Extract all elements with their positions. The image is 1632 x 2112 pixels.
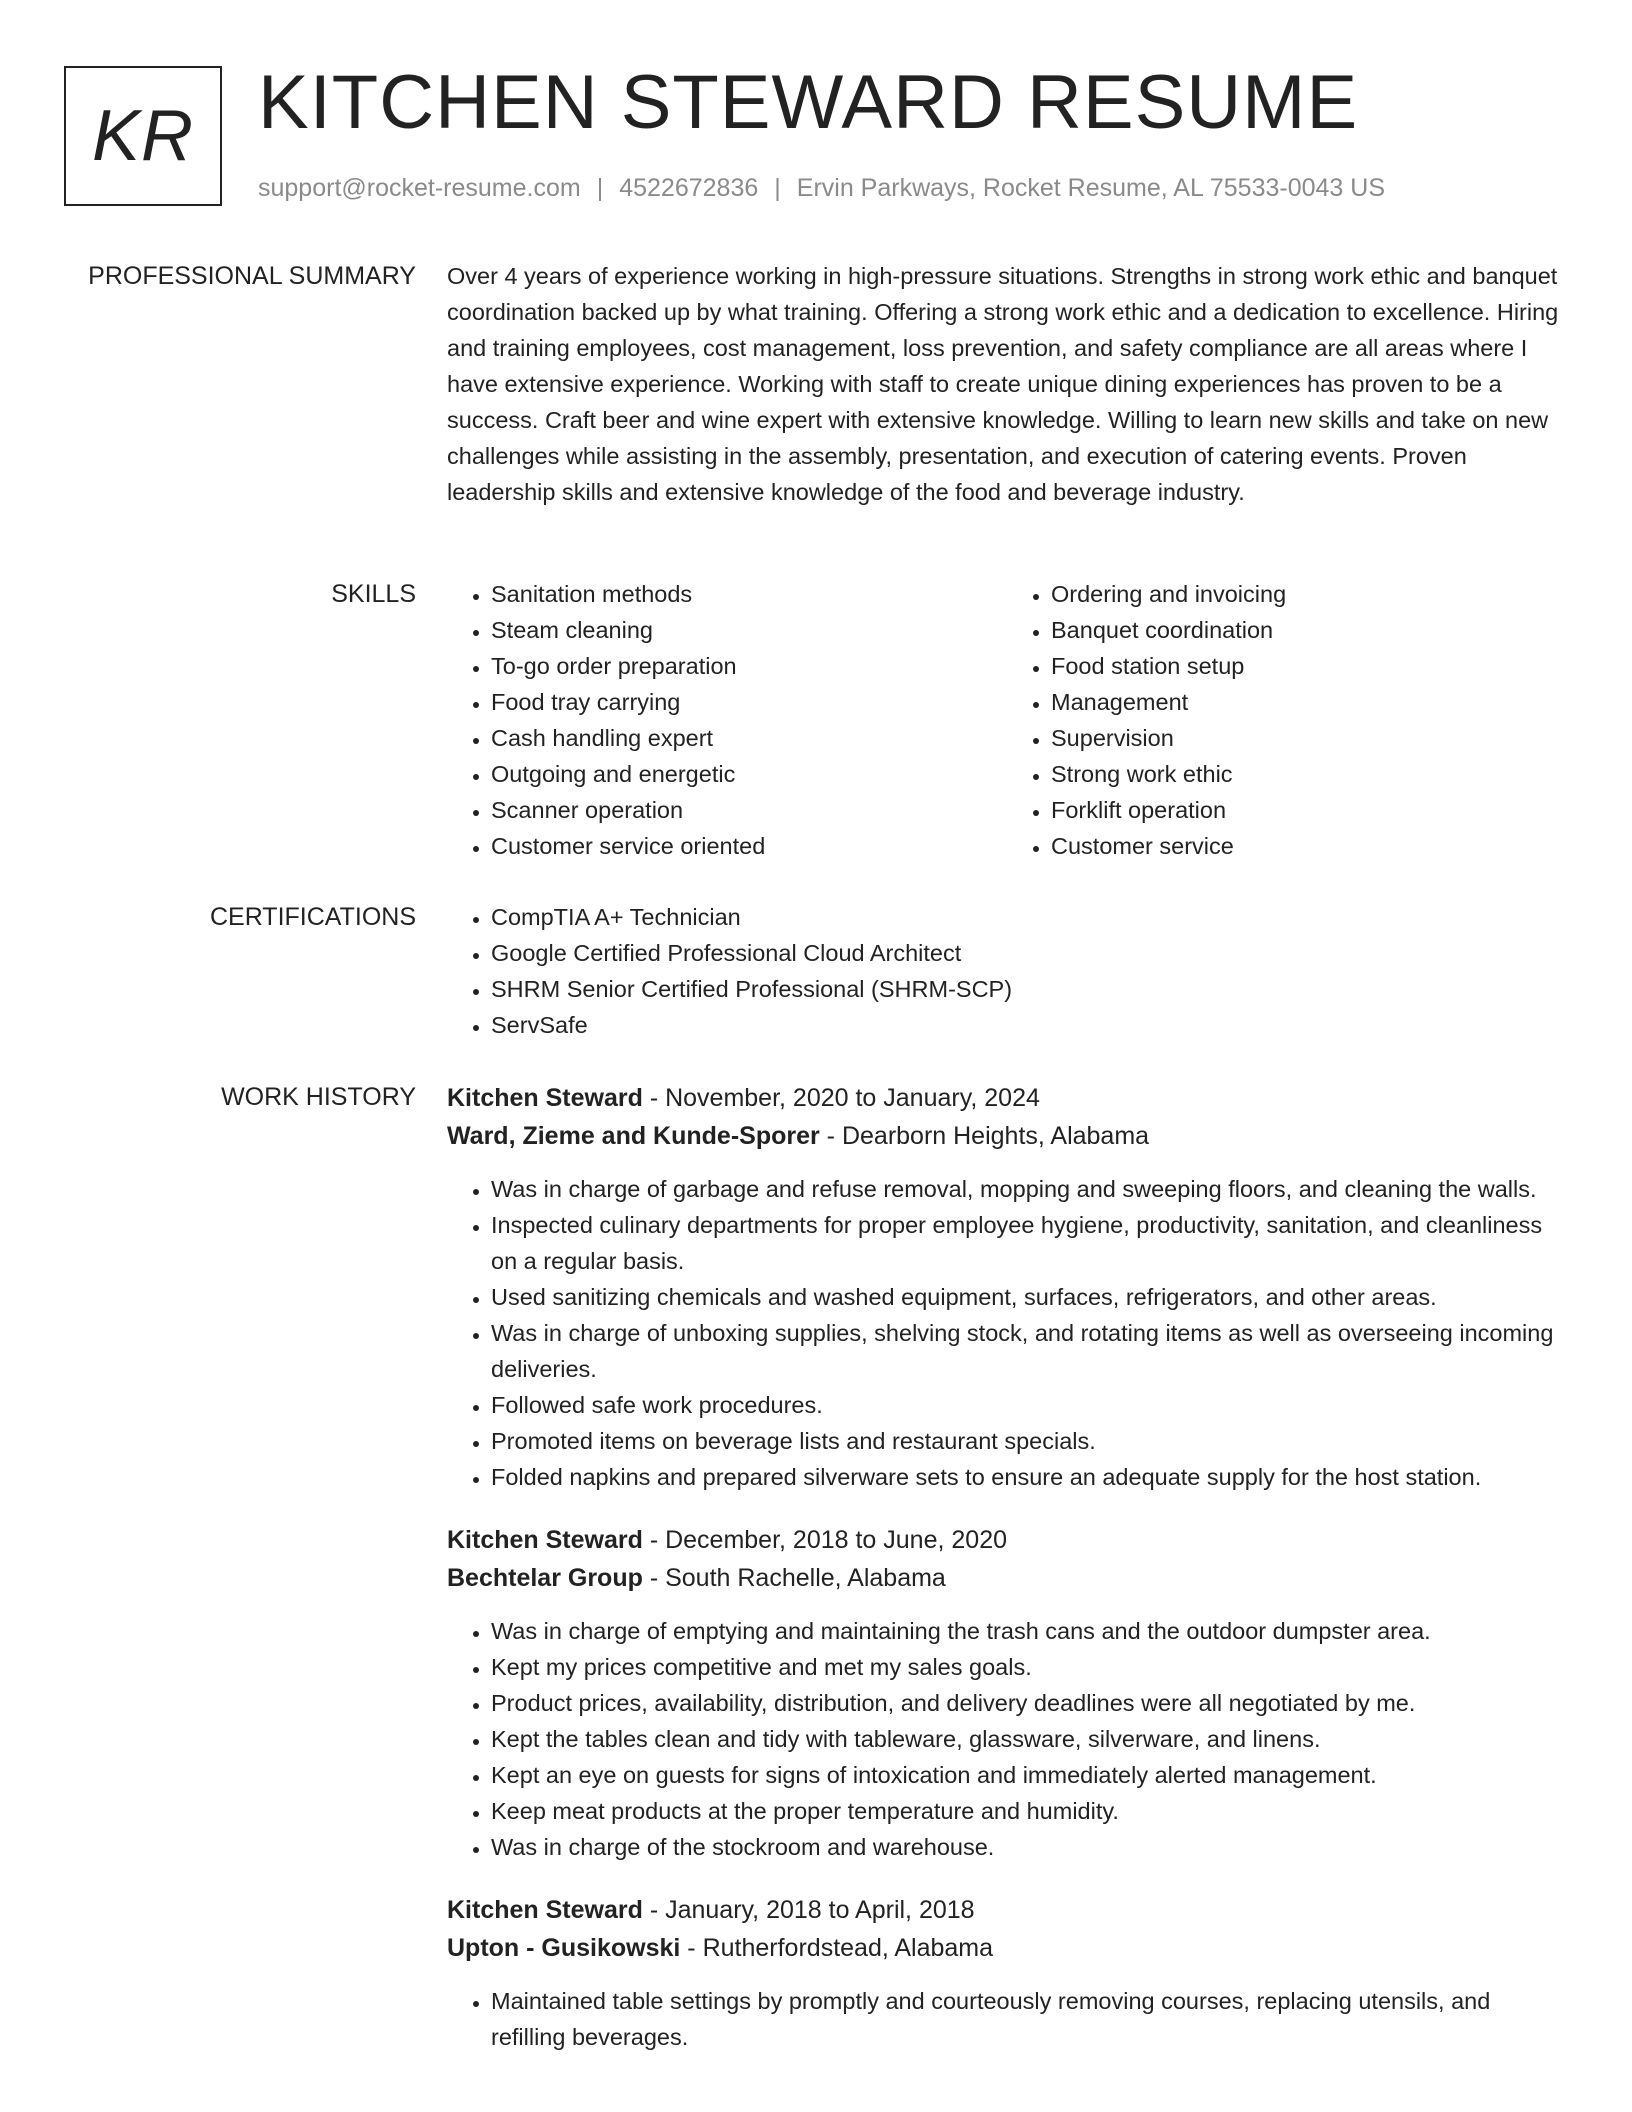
list-item: • Food tray carrying (491, 684, 1007, 720)
list-item: • Was in charge of emptying and maintaining the trash cans and the outdoor dumpster area. (491, 1613, 1567, 1649)
list-item: • Promoted items on beverage lists and restaurant specials. (491, 1423, 1567, 1459)
job-entry (447, 1891, 1567, 2055)
list-item: • Folded napkins and prepared silverware sets to ensure an adequate supply for the host station. (491, 1459, 1567, 1495)
job-company: Upton - Gusikowski (447, 1934, 681, 1962)
list-item: • Scanner operation (491, 792, 1007, 828)
list-item: • Forklift operation (1051, 792, 1567, 828)
contact-address: Ervin Parkways, Rocket Resume, AL 75533-0043 US (796, 174, 1386, 202)
contact-phone: 4522672836 (619, 174, 759, 202)
list-item: • Followed safe work procedures. (491, 1387, 1567, 1423)
list-item: • SHRM Senior Certified Professional (SHRM-SCP) (491, 971, 1567, 1007)
list-item: • Strong work ethic (1051, 756, 1567, 792)
list-item: • Supervision (1051, 720, 1567, 756)
monogram-badge: KR (64, 66, 222, 206)
list-item: • Cash handling expert (491, 720, 1007, 756)
summary-text: Over 4 years of experience working in high-pressure situations. Strengths in strong work ethic and banquet coordination backed up by what training. Offering a strong work ethic and a dedication to excellence. Hiring and training employees, cost management, loss prevention, and safety compliance are all areas where I have extensive experience. Working with staff to create unique dining experiences has proven to be a success. Craft beer and wine expert with extensive knowledge. Willing to learn new skills and take on new challenges while assisting in the assembly, presentation, and execution of catering events. Proven leadership skills and extensive knowledge of the food and beverage industry. (447, 263, 1559, 505)
job-title-line (447, 1891, 1567, 1929)
list-item: • Steam cleaning (491, 612, 1007, 648)
job-bullets (447, 1613, 1567, 1865)
list-item: • Customer service (1051, 828, 1567, 864)
list-item: • Was in charge of garbage and refuse removal, mopping and sweeping floors, and cleaning the walls. (491, 1171, 1567, 1207)
list-item: • Used sanitizing chemicals and washed equipment, surfaces, refrigerators, and other areas. (491, 1279, 1567, 1315)
job-bullets (447, 1171, 1567, 1495)
job-company-line (447, 1929, 1567, 1967)
list-item: • CompTIA A+ Technician (491, 899, 1567, 935)
job-title: Kitchen Steward (447, 1896, 643, 1924)
job-company: Bechtelar Group (447, 1564, 643, 1592)
list-item: • ServSafe (491, 1007, 1567, 1043)
list-item: • Keep meat products at the proper temperature and humidity. (491, 1793, 1567, 1829)
contact-separator: | (774, 174, 781, 202)
list-item: • Management (1051, 684, 1567, 720)
list-item: • Kept the tables clean and tidy with tableware, glassware, silverware, and linens. (491, 1721, 1567, 1757)
section-label-summary: PROFESSIONAL SUMMARY (88, 262, 416, 290)
section-label-work-history: WORK HISTORY (221, 1083, 416, 1111)
list-item: • Product prices, availability, distribution, and delivery deadlines were all negotiated by me. (491, 1685, 1567, 1721)
job-title: Kitchen Steward (447, 1526, 643, 1554)
job-entry (447, 1521, 1567, 1865)
list-item: • Inspected culinary departments for proper employee hygiene, productivity, sanitation, and cleanliness on a regular basis. (491, 1207, 1567, 1279)
skills-list-right (1007, 576, 1567, 864)
contact-email: support@rocket-resume.com (258, 174, 581, 202)
contact-line (258, 174, 1385, 203)
job-bullets (447, 1983, 1567, 2055)
list-item: • Google Certified Professional Cloud Architect (491, 935, 1567, 971)
job-title-line (447, 1079, 1567, 1117)
job-location: - South Rachelle, Alabama (642, 1564, 946, 1592)
section-label-certifications: CERTIFICATIONS (209, 903, 416, 931)
list-item: • Ordering and invoicing (1051, 576, 1567, 612)
job-title: Kitchen Steward (447, 1084, 643, 1112)
list-item: • Banquet coordination (1051, 612, 1567, 648)
list-item: • Kept my prices competitive and met my sales goals. (491, 1649, 1567, 1685)
list-item: • To-go order preparation (491, 648, 1007, 684)
list-item: • Kept an eye on guests for signs of intoxication and immediately alerted management. (491, 1757, 1567, 1793)
job-title-line (447, 1521, 1567, 1559)
job-dates: - December, 2018 to June, 2020 (642, 1526, 1007, 1554)
summary-body (447, 258, 1567, 510)
job-company-line (447, 1117, 1567, 1155)
job-dates: - January, 2018 to April, 2018 (642, 1896, 975, 1924)
contact-separator: | (596, 174, 604, 202)
job-company: Ward, Zieme and Kunde-Sporer (447, 1122, 820, 1150)
job-dates: - November, 2020 to January, 2024 (642, 1084, 1040, 1112)
job-location: - Dearborn Heights, Alabama (819, 1122, 1150, 1150)
certifications-body (447, 899, 1567, 1043)
section-label-skills: SKILLS (331, 580, 416, 608)
resume-title: KITCHEN STEWARD RESUME (258, 60, 1359, 145)
job-entry (447, 1079, 1567, 1495)
list-item: • Outgoing and energetic (491, 756, 1007, 792)
work-history-body (447, 1079, 1567, 2081)
list-item: • Customer service oriented (491, 828, 1007, 864)
list-item: • Was in charge of unboxing supplies, shelving stock, and rotating items as well as overseeing incoming deliveries. (491, 1315, 1567, 1387)
certifications-list (447, 899, 1567, 1043)
list-item: • Was in charge of the stockroom and warehouse. (491, 1829, 1567, 1865)
job-company-line (447, 1559, 1567, 1597)
skills-body (447, 576, 1567, 864)
list-item: • Food station setup (1051, 648, 1567, 684)
job-location: - Rutherfordstead, Alabama (680, 1934, 994, 1962)
skills-list-left (447, 576, 1007, 864)
list-item: • Sanitation methods (491, 576, 1007, 612)
list-item: • Maintained table settings by promptly and courteously removing courses, replacing utensils, and refilling beverages. (491, 1983, 1567, 2055)
